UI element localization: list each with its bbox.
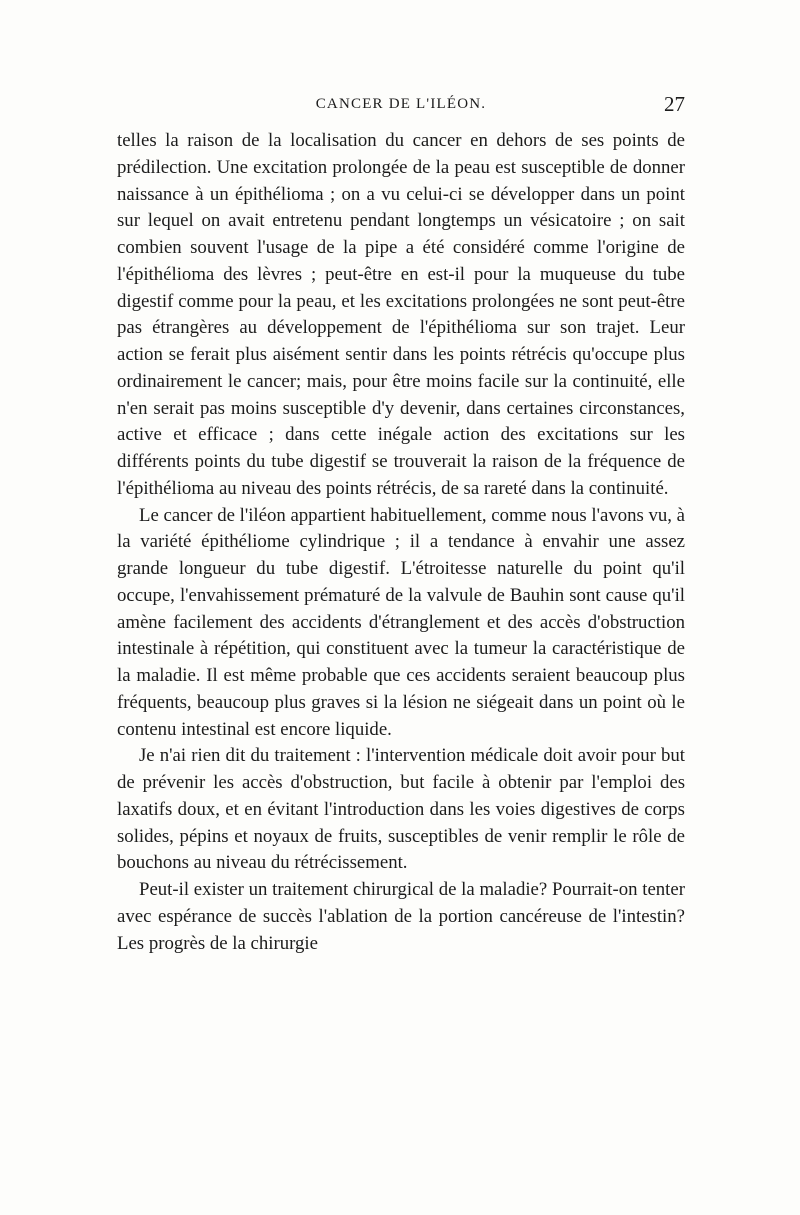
- paragraph-ileon-cancer: Le cancer de l'iléon appartient habituellement, comme nous l'avons vu, à la variété épithéliome cylindrique ; il a tendance à envahir une assez grande longueur du tube digestif. L'étroitesse naturelle du point qu'il occupe, l'envahissement prématuré de la valvule de Bauhin sont cause qu'il amène facilement des accidents d'étranglement et des accès d'obstruction intestinale à répétition, qui constituent avec la tumeur la caractéristique de la maladie. Il est même probable que ces accidents seraient beaucoup plus fréquents, beaucoup plus graves si la lésion ne siégeait dans un point où le contenu intestinal est encore liquide.: [117, 504, 686, 740]
- paragraph-treatment: Je n'ai rien dit du traitement : l'intervention médicale doit avoir pour but de prévenir les accès d'obstruction, but facile à obtenir par l'emploi des laxatifs doux, et en évitant l'introduction dans les voies digestives de corps solides, pépins et noyaux de fruits, susceptibles de venir remplir le rôle de bouchons au niveau du rétrécissement.: [117, 745, 685, 874]
- running-header: [117, 92, 685, 122]
- paragraph-surgery: Peut-il exister un traitement chirurgical de la maladie? Pourrait-on tenter avec espérance de succès l'ablation de la portion cancéreuse de l'intestin? Les progrès de la chirurgie: [117, 879, 685, 954]
- body-text: [117, 128, 685, 957]
- running-title: CANCER DE L'ILÉON.: [315, 96, 487, 112]
- page-number: 27: [664, 92, 685, 116]
- paragraph-continued: telles la raison de la localisation du cancer en dehors de ses points de prédilection. Une excitation prolongée de la peau est susceptible de donner naissance à un épithélioma ; on a vu celui-ci se développer dans un point sur lequel on avait entretenu pendant longtemps un vésicatoire ; on sait combien souvent l'usage de la pipe a été considéré comme l'origine de l'épithélioma des lèvres ; peut-être en est-il pour la muqueuse du tube digestif comme pour la peau, et les excitations prolongées ne sont peut-être pas étrangères au développement de l'épithélioma sur son trajet. Leur action se ferait plus aisément sentir dans les points rétrécis qu'occupe plus ordinairement le cancer; mais, pour être moins facile sur la continuité, elle n'en serait pas moins susceptible d'y devenir, dans certaines circonstances, active et efficace ; dans cette inégale action des excitations sur les différents points du tube digestif se trouverait la raison de la fréquence de l'épithélioma au niveau des points rétrécis, de sa rareté dans la continuité.: [117, 130, 685, 499]
